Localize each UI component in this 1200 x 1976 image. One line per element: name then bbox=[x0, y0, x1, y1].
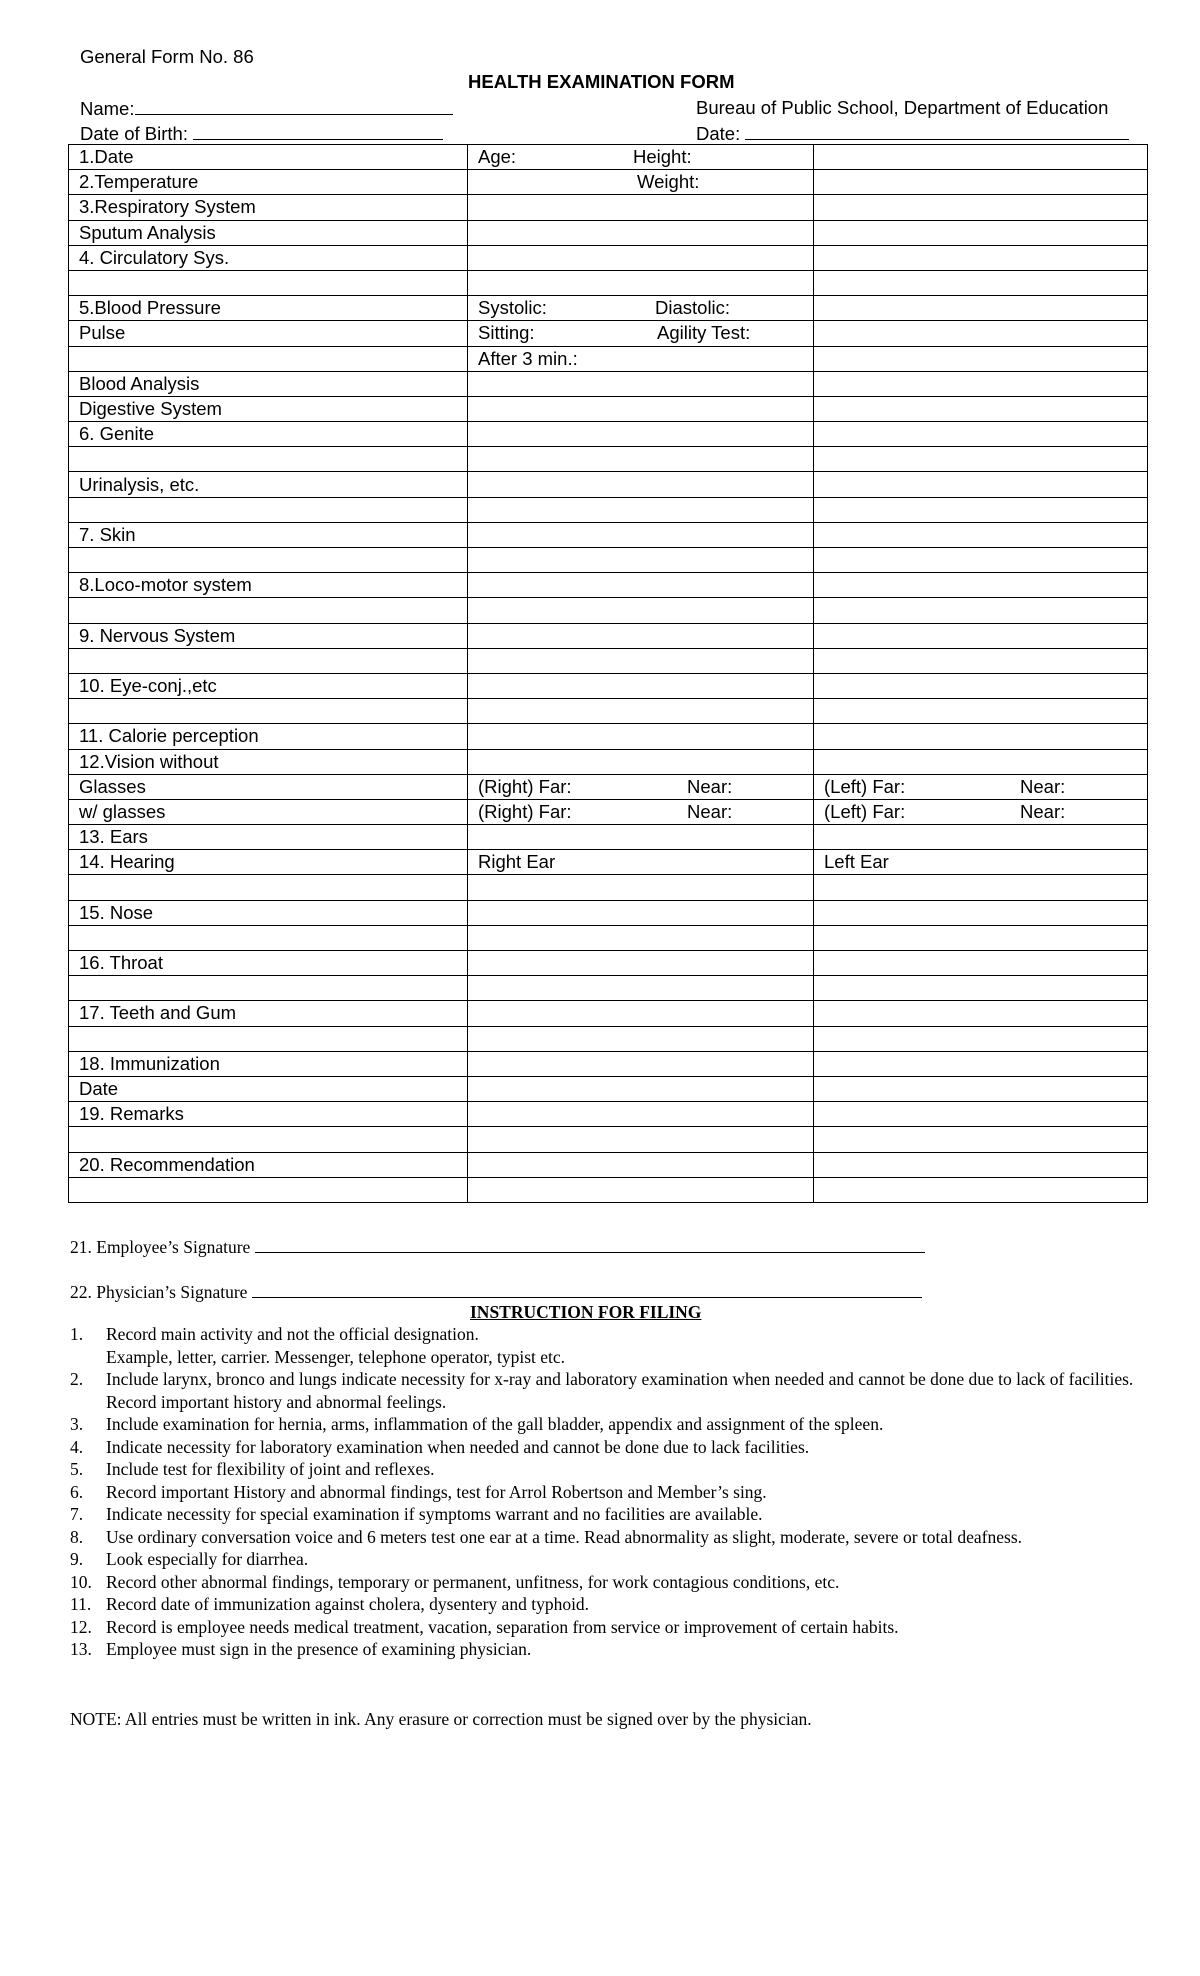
table-row bbox=[69, 396, 1148, 421]
table-cell[interactable] bbox=[468, 951, 814, 976]
employee-signature-label: 21. Employee’s Signature bbox=[70, 1237, 251, 1257]
form-title: HEALTH EXAMINATION FORM bbox=[468, 71, 735, 92]
table-row bbox=[69, 1001, 1148, 1026]
left-ear-label: Left Ear bbox=[824, 851, 889, 873]
table-cell[interactable] bbox=[814, 900, 1148, 925]
vision-left-cell[interactable] bbox=[814, 774, 1148, 799]
list-item: 9. Look especially for diarrhea. bbox=[70, 1549, 309, 1569]
right-far-label: (Right) Far: bbox=[478, 800, 572, 822]
pulse-cell[interactable] bbox=[468, 321, 814, 346]
after-3-min-cell[interactable] bbox=[468, 346, 814, 371]
table-cell[interactable] bbox=[468, 1102, 814, 1127]
table-row bbox=[69, 371, 1148, 396]
table-cell[interactable] bbox=[468, 396, 814, 421]
list-item: 4. Indicate necessity for laboratory examination when needed and cannot be done due to lack facilities. bbox=[70, 1436, 810, 1457]
table-cell[interactable] bbox=[468, 1051, 814, 1076]
instructions-list bbox=[70, 1323, 1150, 1661]
name-line[interactable] bbox=[135, 97, 453, 115]
table-row bbox=[69, 1102, 1148, 1127]
table-cell[interactable] bbox=[468, 195, 814, 220]
left-near-label: Near: bbox=[1020, 800, 1066, 822]
table-row bbox=[69, 1076, 1148, 1101]
table-cell[interactable] bbox=[69, 497, 468, 522]
table-row bbox=[69, 195, 1148, 220]
table-cell[interactable] bbox=[69, 1177, 468, 1202]
table-cell[interactable] bbox=[468, 1001, 814, 1026]
right-far-label: (Right) Far: bbox=[478, 775, 572, 797]
list-item: 2. Include larynx, bronco and lungs indicate necessity for x-ray and laboratory examination when needed and cannot be done due to lack of facilities. Record important history and abnormal feelings. bbox=[70, 1369, 1134, 1412]
blood-pressure-cell[interactable] bbox=[468, 296, 814, 321]
age-height-cell[interactable] bbox=[468, 145, 814, 170]
table-cell[interactable] bbox=[468, 573, 814, 598]
table-row bbox=[69, 472, 1148, 497]
table-cell[interactable] bbox=[69, 346, 468, 371]
table-cell[interactable] bbox=[814, 623, 1148, 648]
row-label: 1.Date bbox=[69, 145, 468, 170]
row-label: Glasses bbox=[69, 774, 468, 799]
table-row bbox=[69, 850, 1148, 875]
table-cell[interactable] bbox=[814, 951, 1148, 976]
row-label: 5.Blood Pressure bbox=[69, 296, 468, 321]
table-cell[interactable] bbox=[814, 497, 1148, 522]
table-row bbox=[69, 296, 1148, 321]
table-cell[interactable] bbox=[468, 422, 814, 447]
table-cell[interactable] bbox=[814, 1177, 1148, 1202]
table-row bbox=[69, 270, 1148, 295]
weight-cell[interactable] bbox=[468, 170, 814, 195]
table-cell[interactable] bbox=[69, 648, 468, 673]
table-cell[interactable] bbox=[814, 145, 1148, 170]
list-item: 6. Record important History and abnormal findings, test for Arrol Robertson and Member’s sing. bbox=[70, 1481, 767, 1502]
row-label: Pulse bbox=[69, 321, 468, 346]
table-cell[interactable] bbox=[814, 598, 1148, 623]
row-label: 20. Recommendation bbox=[69, 1152, 468, 1177]
table-cell[interactable] bbox=[468, 548, 814, 573]
table-row bbox=[69, 1177, 1148, 1202]
table-row bbox=[69, 799, 1148, 824]
table-cell[interactable] bbox=[814, 1001, 1148, 1026]
table-cell[interactable] bbox=[69, 925, 468, 950]
employee-signature-line[interactable] bbox=[255, 1235, 925, 1253]
table-cell[interactable] bbox=[468, 1026, 814, 1051]
table-cell[interactable] bbox=[468, 447, 814, 472]
row-label: 8.Loco-motor system bbox=[69, 573, 468, 598]
sitting-label: Sitting: bbox=[478, 322, 535, 344]
row-label: 15. Nose bbox=[69, 900, 468, 925]
left-far-label: (Left) Far: bbox=[824, 800, 906, 822]
table-cell[interactable] bbox=[468, 245, 814, 270]
row-label: 14. Hearing bbox=[69, 850, 468, 875]
vision-right-cell[interactable] bbox=[468, 774, 814, 799]
table-row bbox=[69, 145, 1148, 170]
table-cell[interactable] bbox=[814, 371, 1148, 396]
form-number: General Form No. 86 bbox=[80, 46, 254, 67]
table-cell[interactable] bbox=[814, 472, 1148, 497]
row-label: Urinalysis, etc. bbox=[69, 472, 468, 497]
table-cell[interactable] bbox=[814, 724, 1148, 749]
row-label: Digestive System bbox=[69, 396, 468, 421]
row-label: 13. Ears bbox=[69, 825, 468, 850]
table-cell[interactable] bbox=[468, 472, 814, 497]
table-cell[interactable] bbox=[468, 925, 814, 950]
date-field[interactable] bbox=[696, 122, 1129, 145]
row-label: w/ glasses bbox=[69, 799, 468, 824]
list-item: 3. Include examination for hernia, arms, inflammation of the gall bladder, appendix and assignment of the spleen. bbox=[70, 1414, 884, 1434]
table-cell[interactable] bbox=[69, 548, 468, 573]
row-label: Date bbox=[69, 1076, 468, 1101]
table-cell[interactable] bbox=[69, 598, 468, 623]
table-cell[interactable] bbox=[69, 875, 468, 900]
dob-field[interactable] bbox=[80, 122, 443, 145]
table-row bbox=[69, 1152, 1148, 1177]
table-row bbox=[69, 1127, 1148, 1152]
table-row bbox=[69, 875, 1148, 900]
height-label: Height: bbox=[633, 146, 692, 168]
table-row bbox=[69, 976, 1148, 1001]
table-row bbox=[69, 573, 1148, 598]
left-near-label: Near: bbox=[1020, 775, 1066, 797]
table-cell[interactable] bbox=[814, 296, 1148, 321]
table-row bbox=[69, 497, 1148, 522]
table-row bbox=[69, 749, 1148, 774]
row-label: 6. Genite bbox=[69, 422, 468, 447]
physician-signature-line[interactable] bbox=[252, 1280, 922, 1298]
table-row bbox=[69, 321, 1148, 346]
vision-left-cell[interactable] bbox=[814, 799, 1148, 824]
table-cell[interactable] bbox=[814, 1152, 1148, 1177]
row-label: 18. Immunization bbox=[69, 1051, 468, 1076]
table-row bbox=[69, 170, 1148, 195]
table-cell[interactable] bbox=[814, 573, 1148, 598]
row-label: 10. Eye-conj.,etc bbox=[69, 673, 468, 698]
table-cell[interactable] bbox=[814, 1127, 1148, 1152]
agility-test-label: Agility Test: bbox=[657, 322, 751, 344]
table-cell[interactable] bbox=[814, 1026, 1148, 1051]
table-cell[interactable] bbox=[468, 522, 814, 547]
table-row bbox=[69, 522, 1148, 547]
table-cell[interactable] bbox=[814, 321, 1148, 346]
left-ear-cell[interactable] bbox=[814, 850, 1148, 875]
dob-line[interactable] bbox=[193, 122, 443, 140]
systolic-label: Systolic: bbox=[478, 297, 547, 319]
table-row bbox=[69, 900, 1148, 925]
list-item: 7. Indicate necessity for special examination if symptoms warrant and no facilities are available. bbox=[70, 1504, 763, 1524]
age-label: Age: bbox=[478, 146, 517, 168]
table-cell[interactable] bbox=[468, 749, 814, 774]
table-row bbox=[69, 648, 1148, 673]
table-row bbox=[69, 422, 1148, 447]
physician-signature-field[interactable] bbox=[70, 1280, 922, 1303]
table-cell[interactable] bbox=[468, 900, 814, 925]
table-cell[interactable] bbox=[468, 1127, 814, 1152]
table-cell[interactable] bbox=[814, 875, 1148, 900]
table-cell[interactable] bbox=[468, 648, 814, 673]
table-cell[interactable] bbox=[468, 1177, 814, 1202]
row-label: 17. Teeth and Gum bbox=[69, 1001, 468, 1026]
table-cell[interactable] bbox=[69, 447, 468, 472]
left-far-label: (Left) Far: bbox=[824, 775, 906, 797]
table-cell[interactable] bbox=[814, 522, 1148, 547]
vision-right-cell[interactable] bbox=[468, 799, 814, 824]
row-label: Sputum Analysis bbox=[69, 220, 468, 245]
table-cell[interactable] bbox=[814, 447, 1148, 472]
name-label: Name: bbox=[80, 98, 135, 119]
row-label: 4. Circulatory Sys. bbox=[69, 245, 468, 270]
table-cell[interactable] bbox=[468, 598, 814, 623]
table-cell[interactable] bbox=[814, 346, 1148, 371]
row-label: 19. Remarks bbox=[69, 1102, 468, 1127]
table-cell[interactable] bbox=[814, 1076, 1148, 1101]
name-field[interactable] bbox=[80, 97, 453, 120]
table-cell[interactable] bbox=[814, 396, 1148, 421]
table-cell[interactable] bbox=[69, 976, 468, 1001]
right-near-label: Near: bbox=[687, 800, 733, 822]
employee-signature-field[interactable] bbox=[70, 1235, 925, 1258]
instructions-heading: INSTRUCTION FOR FILING bbox=[470, 1302, 702, 1322]
list-item: 12. Record is employee needs medical treatment, vacation, separation from service or improvement of certain habits. bbox=[70, 1616, 899, 1637]
table-row bbox=[69, 673, 1148, 698]
table-cell[interactable] bbox=[814, 170, 1148, 195]
right-ear-label: Right Ear bbox=[478, 851, 556, 873]
table-cell[interactable] bbox=[468, 699, 814, 724]
row-label: Blood Analysis bbox=[69, 371, 468, 396]
table-cell[interactable] bbox=[814, 749, 1148, 774]
table-row bbox=[69, 699, 1148, 724]
table-cell[interactable] bbox=[468, 976, 814, 1001]
table-row bbox=[69, 1051, 1148, 1076]
table-cell[interactable] bbox=[814, 195, 1148, 220]
table-cell[interactable] bbox=[468, 673, 814, 698]
right-ear-cell[interactable] bbox=[468, 850, 814, 875]
row-label: 9. Nervous System bbox=[69, 623, 468, 648]
bureau-text: Bureau of Public School, Department of Education bbox=[696, 97, 1109, 118]
table-cell[interactable] bbox=[814, 245, 1148, 270]
table-cell[interactable] bbox=[814, 673, 1148, 698]
table-row bbox=[69, 220, 1148, 245]
row-label: 7. Skin bbox=[69, 522, 468, 547]
after-3-min-label: After 3 min.: bbox=[478, 347, 578, 369]
table-row bbox=[69, 925, 1148, 950]
table-cell[interactable] bbox=[814, 220, 1148, 245]
row-label: 11. Calorie perception bbox=[69, 724, 468, 749]
table-cell[interactable] bbox=[814, 976, 1148, 1001]
table-row bbox=[69, 951, 1148, 976]
dob-label: Date of Birth: bbox=[80, 123, 188, 144]
table-cell[interactable] bbox=[468, 724, 814, 749]
list-item: 13. Employee must sign in the presence of examining physician. bbox=[70, 1639, 532, 1659]
table-cell[interactable] bbox=[69, 699, 468, 724]
list-item: 1. Record main activity and not the official designation. Example, letter, carrier. Messenger, telephone operator, typist etc. bbox=[70, 1324, 566, 1367]
table-row bbox=[69, 1026, 1148, 1051]
table-cell[interactable] bbox=[814, 648, 1148, 673]
table-cell[interactable] bbox=[814, 270, 1148, 295]
table-cell[interactable] bbox=[814, 699, 1148, 724]
table-cell[interactable] bbox=[814, 925, 1148, 950]
table-row bbox=[69, 598, 1148, 623]
table-cell[interactable] bbox=[69, 1026, 468, 1051]
table-cell[interactable] bbox=[814, 825, 1148, 850]
table-cell[interactable] bbox=[468, 875, 814, 900]
table-row bbox=[69, 623, 1148, 648]
list-item: 10. Record other abnormal findings, temporary or permanent, unfitness, for work contagious conditions, etc. bbox=[70, 1571, 840, 1592]
table-row bbox=[69, 245, 1148, 270]
list-item: 8. Use ordinary conversation voice and 6 meters test one ear at a time. Read abnormality as slight, moderate, severe or total deafness. bbox=[70, 1526, 1022, 1547]
table-row bbox=[69, 724, 1148, 749]
diastolic-label: Diastolic: bbox=[655, 297, 731, 319]
table-row bbox=[69, 548, 1148, 573]
row-label: 12.Vision without bbox=[69, 749, 468, 774]
table-cell[interactable] bbox=[814, 1102, 1148, 1127]
table-row bbox=[69, 825, 1148, 850]
table-cell[interactable] bbox=[468, 497, 814, 522]
ink-note: NOTE: All entries must be written in ink. Any erasure or correction must be signed over by the physician. bbox=[70, 1709, 812, 1729]
list-item: 5. Include test for flexibility of joint and reflexes. bbox=[70, 1459, 435, 1479]
table-cell[interactable] bbox=[468, 371, 814, 396]
table-cell[interactable] bbox=[814, 422, 1148, 447]
table-cell[interactable] bbox=[468, 220, 814, 245]
row-label: 16. Throat bbox=[69, 951, 468, 976]
date-line[interactable] bbox=[745, 122, 1129, 140]
table-cell[interactable] bbox=[468, 1076, 814, 1101]
date-label: Date: bbox=[696, 123, 741, 144]
weight-label: Weight: bbox=[637, 171, 700, 193]
table-cell[interactable] bbox=[69, 1127, 468, 1152]
row-label: 3.Respiratory System bbox=[69, 195, 468, 220]
table-cell[interactable] bbox=[69, 270, 468, 295]
row-label: 2.Temperature bbox=[69, 170, 468, 195]
table-row bbox=[69, 447, 1148, 472]
physician-signature-label: 22. Physician’s Signature bbox=[70, 1282, 248, 1302]
table-row bbox=[69, 346, 1148, 371]
list-item: 11. Record date of immunization against cholera, dysentery and typhoid. bbox=[70, 1594, 590, 1614]
examination-table bbox=[68, 144, 1148, 1203]
table-cell[interactable] bbox=[468, 825, 814, 850]
table-cell[interactable] bbox=[814, 548, 1148, 573]
table-row bbox=[69, 774, 1148, 799]
table-cell[interactable] bbox=[468, 1152, 814, 1177]
right-near-label: Near: bbox=[687, 775, 733, 797]
table-cell[interactable] bbox=[468, 623, 814, 648]
table-cell[interactable] bbox=[814, 1051, 1148, 1076]
table-cell[interactable] bbox=[468, 270, 814, 295]
